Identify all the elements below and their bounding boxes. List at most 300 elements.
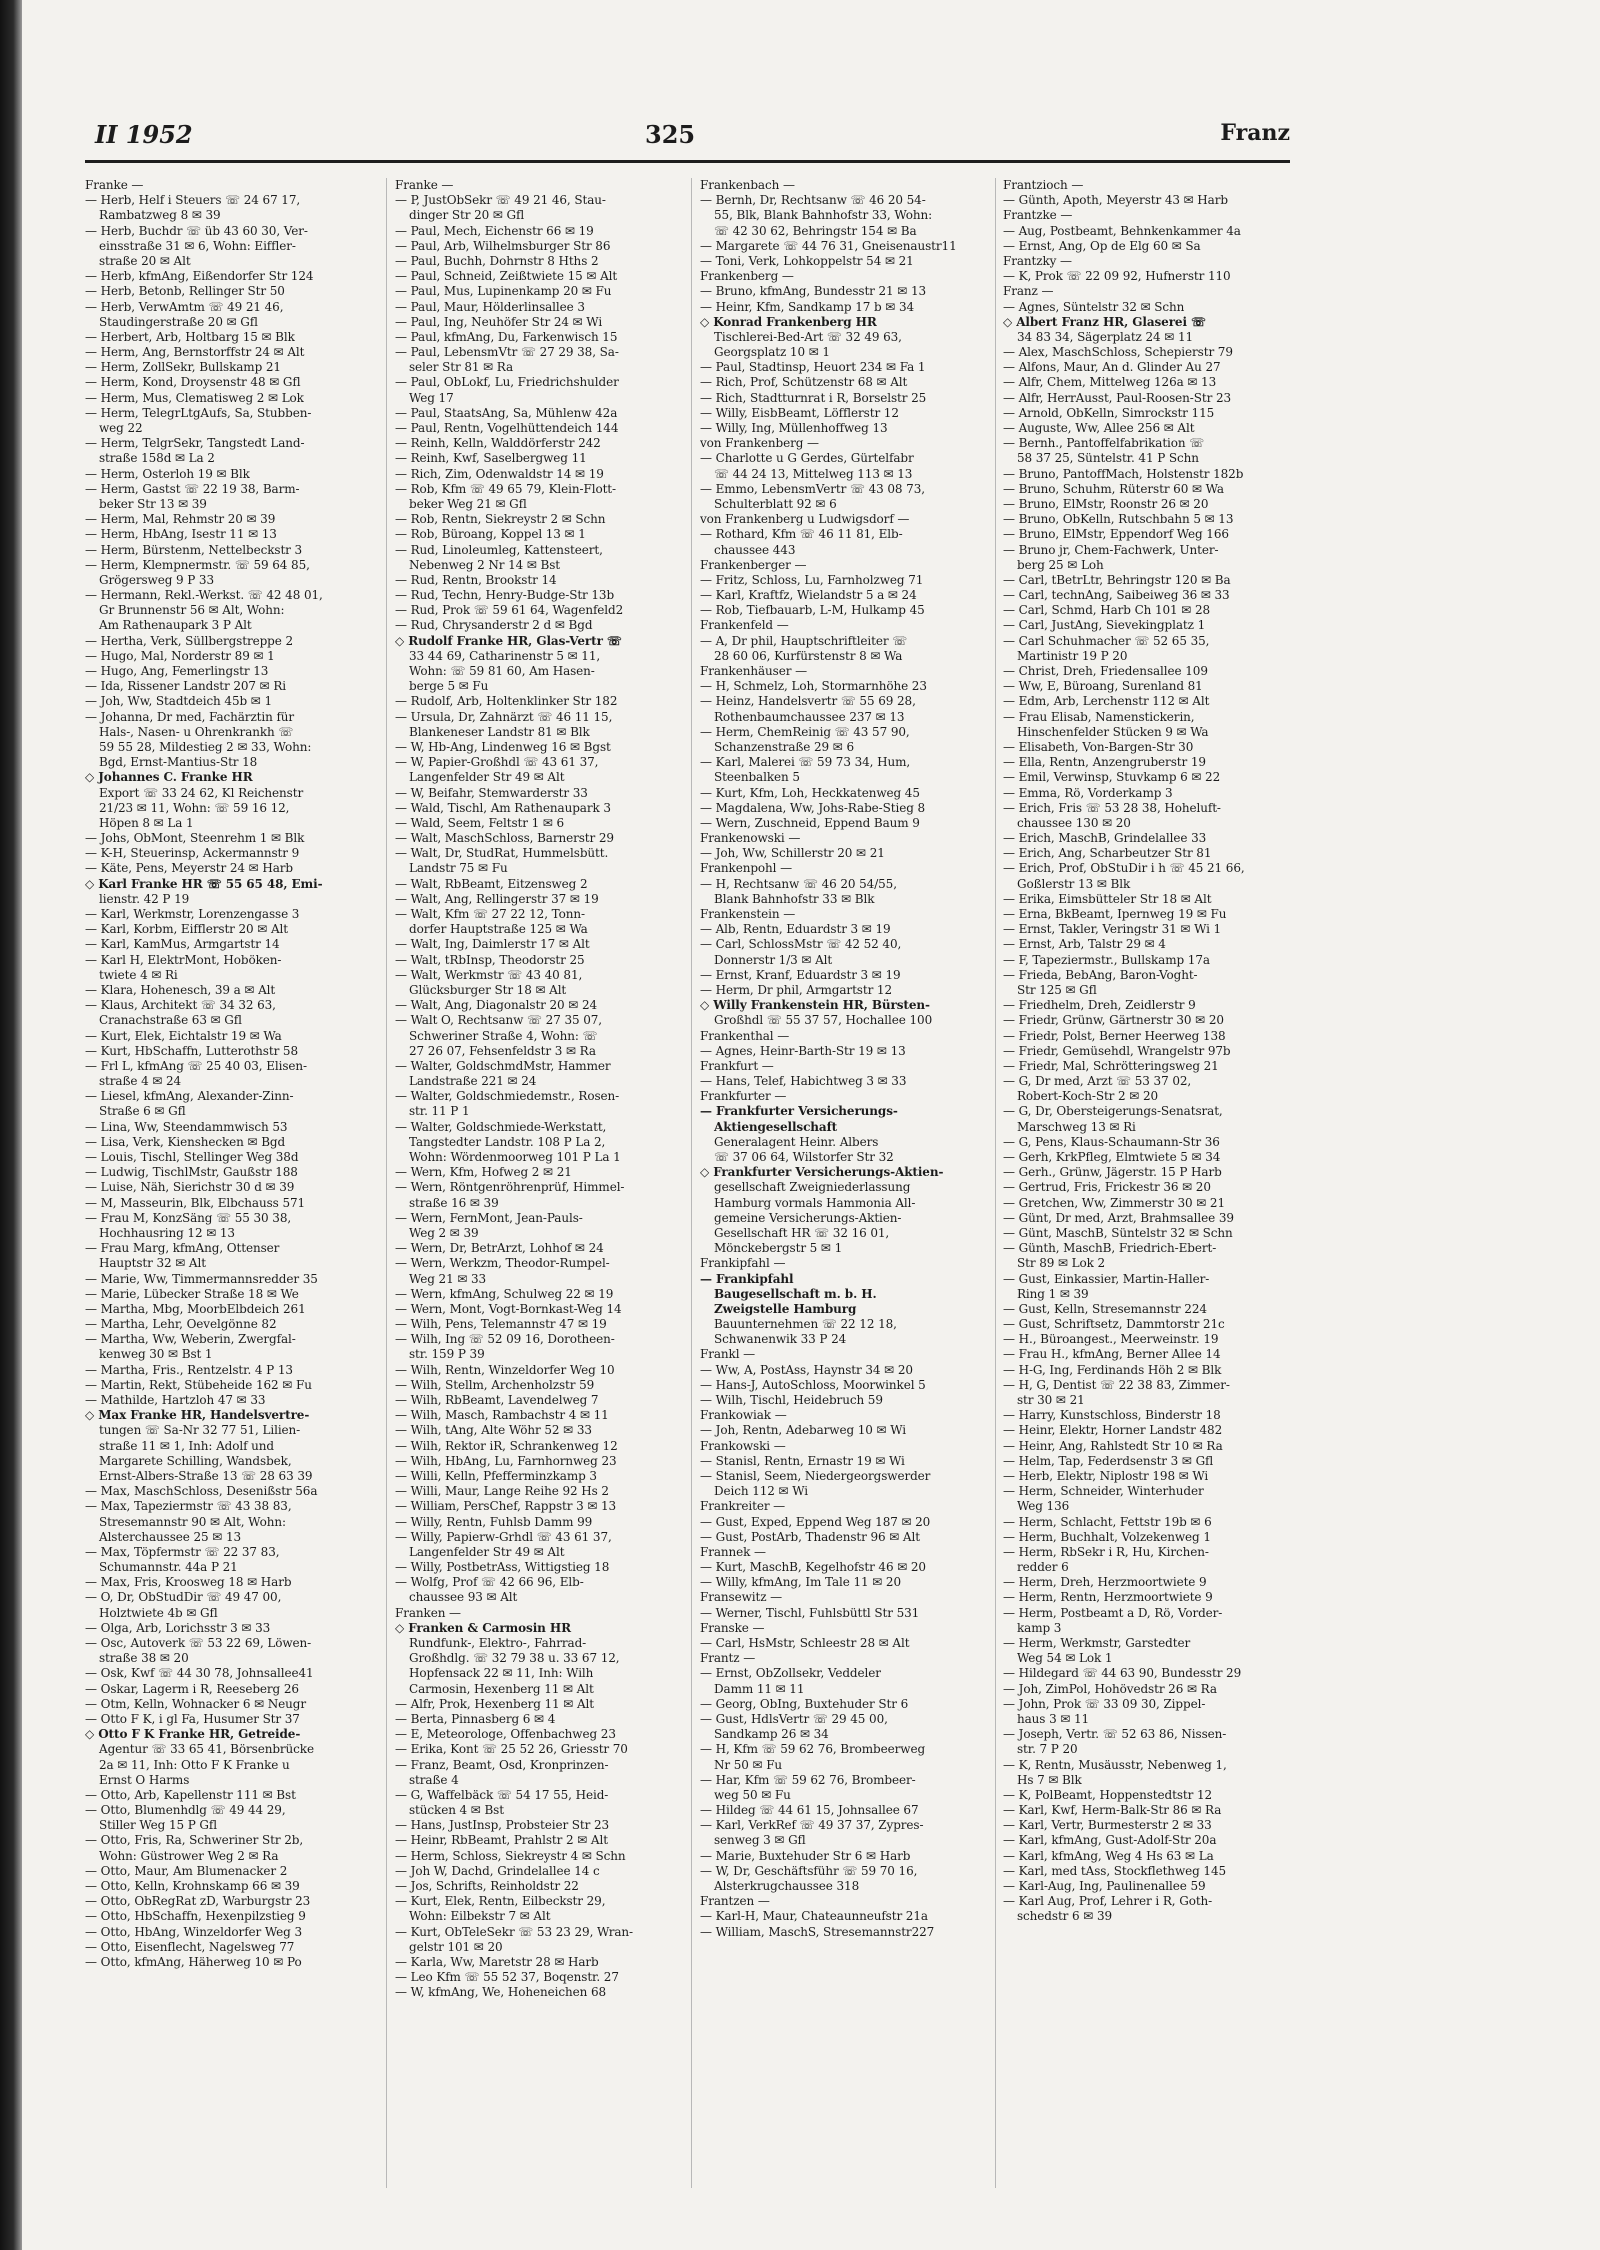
directory-entry-line: — Otto, Eisenflecht, Nagelsweg 77 <box>85 1939 295 1954</box>
directory-entry-line: — Carl, JustAng, Sievekingplatz 1 <box>1003 618 1206 633</box>
directory-entry-line: — H-G, Ing, Ferdinands Höh 2 ✉ Blk <box>1003 1362 1222 1377</box>
directory-entry-line: — Karl, Korbm, Eifflerstr 20 ✉ Alt <box>85 922 288 937</box>
directory-entry-line: beker Weg 21 ✉ Gfl <box>409 496 527 511</box>
directory-entry-line: Frankenberg — <box>700 269 794 284</box>
directory-entry-line: Goßlerstr 13 ✉ Blk <box>1017 876 1131 891</box>
column-divider <box>995 178 996 2188</box>
directory-entry-line: — Ernst, Takler, Veringstr 31 ✉ Wi 1 <box>1003 922 1222 937</box>
directory-entry-line: von Frankenberg u Ludwigsdorf — <box>700 512 910 527</box>
directory-entry-line: Frankenbach — <box>700 178 795 192</box>
directory-entry-line: Frankl — <box>700 1347 756 1362</box>
directory-entry-line: ◇ Otto F K Franke HR, Getreide- <box>85 1727 301 1742</box>
directory-entry-line: Fransewitz — <box>700 1590 783 1605</box>
directory-entry-line: — Gerh, KrkPfleg, Elmtwiete 5 ✉ 34 <box>1003 1150 1221 1164</box>
directory-entry-line: — K, Prok ☏ 22 09 92, Hufnerstr 110 <box>1003 269 1231 284</box>
directory-entry-line: — Karl, Kwf, Herm-Balk-Str 86 ✉ Ra <box>1003 1803 1222 1818</box>
directory-entry-line: — Willy, Ing, Müllenhoffweg 13 <box>700 421 888 435</box>
directory-entry-line: Frankenthal — <box>700 1028 790 1043</box>
directory-entry-line: — Karl H, ElektrMont, Hoböken- <box>85 952 282 967</box>
directory-entry-line: — Ernst, ObZollsekr, Veddeler <box>700 1666 881 1681</box>
directory-entry-line: — Paul, Mus, Lupinenkamp 20 ✉ Fu <box>395 284 612 299</box>
directory-entry-line: — Karl, Vertr, Burmesterstr 2 ✉ 33 <box>1003 1818 1212 1833</box>
directory-entry-line: — Leo Kfm ☏ 55 52 37, Boqenstr. 27 <box>395 1970 619 1985</box>
directory-entry-line: — Herm, ChemReinig ☏ 43 57 90, <box>700 724 910 739</box>
directory-entry-line: Generalagent Heinr. Albers <box>714 1134 879 1149</box>
directory-entry-line: — Berta, Pinnasberg 6 ✉ 4 <box>395 1711 556 1726</box>
directory-entry-line: chaussee 443 <box>714 542 796 557</box>
directory-entry-line: — W, Dr, Geschäftsführ ☏ 59 70 16, <box>700 1863 918 1878</box>
directory-entry-line: Weg 17 <box>409 390 454 405</box>
directory-entry-line: — Rich, Stadtturnrat i R, Borselstr 25 <box>700 390 927 405</box>
directory-entry-line: straße 4 ✉ 24 <box>99 1074 182 1089</box>
directory-entry-line: — Martha, Fris., Rentzelstr. 4 P 13 <box>85 1362 293 1377</box>
directory-entry-line: — Joh W, Dachd, Grindelallee 14 c <box>395 1863 600 1878</box>
directory-entry-line: — Martha, Lehr, Oevelgönne 82 <box>85 1317 277 1332</box>
directory-entry-line: str. 7 P 20 <box>1017 1742 1078 1757</box>
directory-entry-line: von Frankenberg — <box>700 436 819 451</box>
directory-entry-line: — Rob, Kfm ☏ 49 65 79, Klein-Flott- <box>395 481 616 496</box>
directory-entry-line: — Frau M, KonzSäng ☏ 55 30 38, <box>85 1210 292 1225</box>
directory-entry-line: — Walt, Werkmstr ☏ 43 40 81, <box>395 967 583 982</box>
directory-entry-line: — Alfons, Maur, An d. Glinder Au 27 <box>1003 360 1221 375</box>
directory-entry-line: Franke — <box>395 178 454 192</box>
directory-entry-line: senweg 3 ✉ Gfl <box>714 1833 806 1848</box>
directory-entry-line: — A, Dr phil, Hauptschriftleiter ☏ <box>700 633 908 648</box>
directory-entry-line: weg 22 <box>99 421 143 435</box>
directory-entry-line: Hopfensack 22 ✉ 11, Inh: Wilh <box>409 1666 594 1681</box>
directory-entry-line: Mönckebergstr 5 ✉ 1 <box>714 1241 843 1256</box>
directory-entry-line: — Willy, kfmAng, Im Tale 11 ✉ 20 <box>700 1575 901 1590</box>
directory-entry-line: — Ludwig, TischlMstr, Gaußstr 188 <box>85 1165 298 1180</box>
directory-entry-line: — Herm, Ang, Bernstorffstr 24 ✉ Alt <box>85 345 305 360</box>
directory-entry-line: — Karl, Malerei ☏ 59 73 34, Hum, <box>700 755 911 770</box>
directory-entry-line: — Herm, TelgrSekr, Tangstedt Land- <box>85 436 305 451</box>
directory-entry-line: — Wilh, Pens, Telemannstr 47 ✉ 19 <box>395 1317 607 1332</box>
directory-entry-line: — Frau H., kfmAng, Berner Allee 14 <box>1003 1347 1221 1362</box>
directory-entry-line: — Käte, Pens, Meyerstr 24 ✉ Harb <box>85 861 293 876</box>
directory-entry-line: Agentur ☏ 33 65 41, Börsenbrücke <box>99 1742 314 1757</box>
directory-entry-line: — Rud, Prok ☏ 59 61 64, Wagenfeld2 <box>395 603 624 618</box>
directory-entry-line: — H, G, Dentist ☏ 22 38 83, Zimmer- <box>1003 1377 1230 1392</box>
directory-entry-line: — Otto, Kelln, Krohnskamp 66 ✉ 39 <box>85 1879 300 1893</box>
column-2 <box>395 178 687 2188</box>
directory-entry-line: Frankfurter — <box>700 1089 787 1104</box>
directory-entry-line: — Karl Aug, Prof, Lehrer i R, Goth- <box>1003 1894 1213 1909</box>
directory-entry-line: — Joh, Rentn, Adebarweg 10 ✉ Wi <box>700 1423 906 1438</box>
directory-entry-line: Nebenweg 2 Nr 14 ✉ Bst <box>409 557 561 572</box>
directory-entry-line: — Carl, Schmd, Harb Ch 101 ✉ 28 <box>1003 603 1211 618</box>
directory-entry-line: — Herb, Buchdr ☏ üb 43 60 30, Ver- <box>85 223 308 238</box>
directory-entry-line: weg 50 ✉ Fu <box>714 1787 791 1802</box>
directory-entry-line: Straße 6 ✉ Gfl <box>99 1104 186 1119</box>
directory-entry-line: — Herm, TelegrLtgAufs, Sa, Stubben- <box>85 405 312 420</box>
directory-entry-line: Frantzen — <box>700 1894 770 1909</box>
directory-entry-line: Aktiengesellschaft <box>714 1119 838 1134</box>
directory-entry-line: ◇ Karl Franke HR ☏ 55 65 48, Emi- <box>85 876 323 891</box>
directory-entry-line: — Paul, Stadtinsp, Heuort 234 ✉ Fa 1 <box>700 360 926 375</box>
directory-entry-line: — Toni, Verk, Lohkoppelstr 54 ✉ 21 <box>700 253 914 268</box>
directory-entry-line: — Paul, Mech, Eichenstr 66 ✉ 19 <box>395 223 594 238</box>
directory-entry-line: — John, Prok ☏ 33 09 30, Zippel- <box>1003 1696 1206 1711</box>
directory-entry-line: Margarete Schilling, Wandsbek, <box>99 1453 292 1468</box>
directory-entry-line: einsstraße 31 ✉ 6, Wohn: Eiffler- <box>99 238 296 253</box>
directory-entry-line: Carmosin, Hexenberg 11 ✉ Alt <box>409 1681 594 1696</box>
directory-entry-line: — Herb, VerwAmtm ☏ 49 21 46, <box>85 299 284 314</box>
directory-entry-line: — Ernst, Ang, Op de Elg 60 ✉ Sa <box>1003 238 1201 253</box>
directory-entry-line: — Ursula, Dr, Zahnärzt ☏ 46 11 15, <box>395 709 613 724</box>
directory-entry-line: ☏ 44 24 13, Mittelweg 113 ✉ 13 <box>714 466 913 481</box>
directory-entry-line: — Christ, Dreh, Friedensallee 109 <box>1003 664 1208 678</box>
directory-entry-line: — Hildegard ☏ 44 63 90, Bundesstr 29 <box>1003 1666 1242 1681</box>
directory-entry-line: Landstr 75 ✉ Fu <box>409 861 508 876</box>
directory-entry-line: Baugesellschaft m. b. H. <box>714 1286 877 1301</box>
directory-entry-line: — Frl L, kfmAng ☏ 25 40 03, Elisen- <box>85 1058 307 1073</box>
directory-entry-line: — Wilh, HbAng, Lu, Farnhornweg 23 <box>395 1453 617 1468</box>
directory-entry-line: kamp 3 <box>1017 1620 1062 1635</box>
directory-entry-line: — Heinr, Ang, Rahlstedt Str 10 ✉ Ra <box>1003 1438 1223 1453</box>
column-3 <box>700 178 992 2188</box>
directory-entry-line: Großhdlg. ☏ 32 79 38 u. 33 67 12, <box>409 1651 620 1666</box>
directory-entry-line: — Herm, ZollSekr, Bullskamp 21 <box>85 360 281 375</box>
directory-entry-line: — Karla, Ww, Maretstr 28 ✉ Harb <box>395 1954 599 1969</box>
directory-entry-line: Damm 11 ✉ 11 <box>714 1681 805 1696</box>
directory-entry-line: — Luise, Näh, Sierichstr 30 d ✉ 39 <box>85 1180 295 1195</box>
directory-entry-line: — Alb, Rentn, Eduardstr 3 ✉ 19 <box>700 922 891 937</box>
directory-entry-line: — Walt, Ang, Diagonalstr 20 ✉ 24 <box>395 998 598 1013</box>
directory-entry-line: — Alfr, HerrAusst, Paul-Roosen-Str 23 <box>1003 390 1232 405</box>
directory-entry-line: Franz — <box>1003 284 1054 299</box>
directory-entry-line: 2a ✉ 11, Inh: Otto F K Franke u <box>99 1757 290 1772</box>
directory-entry-line: Gr Brunnenstr 56 ✉ Alt, Wohn: <box>99 603 285 618</box>
directory-entry-line: — Rud, Chrysanderstr 2 d ✉ Bgd <box>395 618 593 633</box>
directory-entry-line: — Wald, Tischl, Am Rathenaupark 3 <box>395 800 611 815</box>
directory-entry-line: — Otto, HbSchaffn, Hexenpilzstieg 9 <box>85 1909 306 1924</box>
directory-entry-line: 27 26 07, Fehsenfeldstr 3 ✉ Ra <box>409 1043 596 1058</box>
directory-entry-line: gelstr 101 ✉ 20 <box>409 1939 503 1954</box>
directory-entry-line: — Heinr, Elektr, Horner Landstr 482 <box>1003 1423 1223 1438</box>
directory-entry-line: Alsterkrugchaussee 318 <box>714 1879 860 1893</box>
directory-entry-line: — Herbert, Arb, Holtbarg 15 ✉ Blk <box>85 329 295 344</box>
directory-entry-line: — Friedr, Mal, Schrötteringsweg 21 <box>1003 1058 1219 1073</box>
directory-entry-line: Hs 7 ✉ Blk <box>1017 1772 1082 1787</box>
directory-entry-line: Blank Bahnhofstr 33 ✉ Blk <box>714 891 875 906</box>
directory-entry-line: Holztwiete 4b ✉ Gfl <box>99 1605 218 1620</box>
directory-entry-line: schedstr 6 ✉ 39 <box>1017 1909 1113 1924</box>
directory-entry-line: — Wern, Dr, BetrArzt, Lohhof ✉ 24 <box>395 1241 604 1256</box>
directory-entry-line: straße 16 ✉ 39 <box>409 1195 499 1210</box>
directory-entry-line: — Walter, Goldschmiede-Werkstatt, <box>395 1119 607 1134</box>
directory-entry-line: Tangstedter Landstr. 108 P La 2, <box>409 1134 606 1149</box>
page-number: 325 <box>645 120 696 149</box>
directory-entry-line: — K, PolBeamt, Hoppenstedtstr 12 <box>1003 1787 1213 1802</box>
directory-entry-line: — Frau Marg, kfmAng, Ottenser <box>85 1241 280 1256</box>
directory-entry-line: Schumannstr. 44a P 21 <box>99 1560 238 1575</box>
directory-entry-line: — W, Beifahr, Stemwarderstr 33 <box>395 785 588 800</box>
directory-entry-line: — Frau Elisab, Namenstickerin, <box>1003 709 1195 724</box>
directory-page <box>85 110 1290 2200</box>
directory-entry-line: — Gust, HdlsVertr ☏ 29 45 00, <box>700 1711 888 1726</box>
directory-entry-line: — W, kfmAng, We, Hoheneichen 68 <box>395 1985 607 2000</box>
directory-entry-line: — Herm, Rentn, Herzmoortwiete 9 <box>1003 1590 1213 1605</box>
directory-entry-line: ◇ Johannes C. Franke HR <box>85 770 253 785</box>
directory-entry-line: Deich 112 ✉ Wi <box>714 1484 808 1499</box>
directory-entry-line: — Otto, Maur, Am Blumenacker 2 <box>85 1863 288 1878</box>
directory-entry-line: — Max, Töpfermstr ☏ 22 37 83, <box>85 1544 280 1559</box>
directory-entry-line: Landstraße 221 ✉ 24 <box>409 1074 537 1089</box>
directory-entry-line: 58 37 25, Süntelstr. 41 P Schn <box>1017 451 1199 466</box>
directory-entry-line: Export ☏ 33 24 62, Kl Reichenstr <box>99 785 304 800</box>
directory-entry-line: — Arnold, ObKelln, Simrockstr 115 <box>1003 405 1215 420</box>
directory-entry-line: Staudingerstraße 20 ✉ Gfl <box>99 314 258 329</box>
directory-entry-line: — Mathilde, Hartzloh 47 ✉ 33 <box>85 1393 266 1407</box>
directory-entry-line: — Friedr, Gemüsehdl, Wrangelstr 97b <box>1003 1043 1231 1058</box>
directory-entry-line: Alsterchaussee 25 ✉ 13 <box>99 1529 242 1544</box>
directory-entry-line: — Hugo, Ang, Femerlingstr 13 <box>85 664 269 678</box>
directory-entry-line: — Hans-J, AutoSchloss, Moorwinkel 5 <box>700 1377 926 1392</box>
directory-entry-line: Zweigstelle Hamburg <box>714 1301 857 1316</box>
directory-entry-line: str. 159 P 39 <box>409 1347 485 1362</box>
directory-entry-line: dorfer Hauptstraße 125 ✉ Wa <box>409 922 588 937</box>
directory-entry-line: ◇ Rudolf Franke HR, Glas-Vertr ☏ <box>395 633 622 648</box>
directory-entry-line: Hals-, Nasen- u Ohrenkrankh ☏ <box>99 724 294 739</box>
directory-entry-line: — Herm, Schloss, Siekreystr 4 ✉ Schn <box>395 1848 626 1863</box>
directory-entry-line: Frankenstein — <box>700 907 796 921</box>
directory-entry-line: — Marie, Buxtehuder Str 6 ✉ Harb <box>700 1848 911 1863</box>
directory-entry-line: — H, Kfm ☏ 59 62 76, Brombeerweg <box>700 1742 926 1757</box>
directory-entry-line: — Herm, Dr phil, Armgartstr 12 <box>700 982 892 997</box>
directory-entry-line: Stiller Weg 15 P Gfl <box>99 1818 218 1833</box>
directory-entry-line: straße 11 ✉ 1, Inh: Adolf und <box>99 1438 274 1453</box>
directory-entry-line: — Bruno, kfmAng, Bundesstr 21 ✉ 13 <box>700 284 927 299</box>
directory-entry-line: Weg 54 ✉ Lok 1 <box>1017 1651 1113 1666</box>
directory-entry-line: — Harry, Kunstschloss, Binderstr 18 <box>1003 1408 1221 1423</box>
directory-entry-line: — Johanna, Dr med, Fachärztin für <box>85 709 295 724</box>
directory-entry-line: Weg 21 ✉ 33 <box>409 1271 487 1286</box>
header-rule <box>85 160 1290 163</box>
directory-entry-line: — Emmo, LebensmVertr ☏ 43 08 73, <box>700 481 925 496</box>
volume-year: II 1952 <box>95 120 193 149</box>
directory-entry-line: kenweg 30 ✉ Bst 1 <box>99 1347 213 1362</box>
directory-entry-line: — Herm, Kond, Droysenstr 48 ✉ Gfl <box>85 375 301 390</box>
directory-entry-line: ◇ Franken & Carmosin HR <box>395 1620 571 1635</box>
directory-entry-line: — Otto, ObRegRat zD, Warburgstr 23 <box>85 1894 311 1909</box>
directory-entry-line: Glücksburger Str 18 ✉ Alt <box>409 982 567 997</box>
directory-entry-line: — Rothard, Kfm ☏ 46 11 81, Elb- <box>700 527 903 542</box>
directory-entry-line: chaussee 130 ✉ 20 <box>1017 815 1131 830</box>
column-4 <box>1003 178 1295 2188</box>
directory-entry-line: Frantzke — <box>1003 208 1073 223</box>
directory-entry-line: straße 20 ✉ Alt <box>99 253 191 268</box>
directory-entry-line: — Joh, Ww, Stadtdeich 45b ✉ 1 <box>85 694 272 709</box>
directory-entry-line: — Paul, Rentn, Vogelhüttendeich 144 <box>395 421 619 435</box>
directory-entry-line: — K, Rentn, Musäusstr, Nebenweg 1, <box>1003 1757 1227 1772</box>
directory-entry-line: dinger Str 20 ✉ Gfl <box>409 208 525 223</box>
directory-entry-line: — Margarete ☏ 44 76 31, Gneisenaustr11 <box>700 238 957 253</box>
directory-entry-line: — Gerh., Grünw, Jägerstr. 15 P Harb <box>1003 1165 1222 1180</box>
directory-entry-line: — H, Schmelz, Loh, Stormarnhöhe 23 <box>700 679 927 694</box>
directory-entry-line: — Otto, kfmAng, Häherweg 10 ✉ Po <box>85 1954 302 1969</box>
directory-entry-line: Rundfunk-, Elektro-, Fahrrad- <box>409 1636 587 1650</box>
directory-entry-line: Wohn: Eilbekstr 7 ✉ Alt <box>409 1909 551 1924</box>
directory-entry-line: — Helm, Tap, Federdsenstr 3 ✉ Gfl <box>1003 1453 1214 1468</box>
directory-entry-line: ☏ 42 30 62, Behringstr 154 ✉ Ba <box>714 223 917 238</box>
directory-entry-line: Weg 2 ✉ 39 <box>409 1225 479 1240</box>
directory-entry-line: — Johs, ObMont, Steenrehm 1 ✉ Blk <box>85 831 305 846</box>
directory-entry-line: — Max, Fris, Kroosweg 18 ✉ Harb <box>85 1575 292 1590</box>
directory-entry-line: Langenfelder Str 49 ✉ Alt <box>409 1544 565 1559</box>
directory-entry-line: — Wern, Werkzm, Theodor-Rumpel- <box>395 1256 610 1271</box>
directory-entry-line: — Ida, Rissener Landstr 207 ✉ Ri <box>85 679 287 694</box>
directory-entry-line: — Herm, Werkmstr, Garstedter <box>1003 1636 1191 1650</box>
directory-entry-line: Str 125 ✉ Gfl <box>1017 982 1097 997</box>
directory-entry-line: berge 5 ✉ Fu <box>409 679 489 694</box>
directory-entry-line: — W, Hb-Ang, Lindenweg 16 ✉ Bgst <box>395 739 611 754</box>
directory-entry-line: — Reinh, Kwf, Saselbergweg 11 <box>395 451 587 466</box>
directory-entry-line: 33 44 69, Catharinenstr 5 ✉ 11, <box>409 648 601 663</box>
directory-entry-line: — Rich, Prof, Schützenstr 68 ✉ Alt <box>700 375 908 390</box>
directory-entry-line: — Agnes, Süntelstr 32 ✉ Schn <box>1003 299 1185 314</box>
directory-entry-line: — Wern, FernMont, Jean-Pauls- <box>395 1210 583 1225</box>
directory-entry-line: — Wern, Kfm, Hofweg 2 ✉ 21 <box>395 1165 572 1180</box>
directory-entry-line: — Bruno, ObKelln, Rutschbahn 5 ✉ 13 <box>1003 512 1234 527</box>
directory-entry-line: — Erna, BkBeamt, Ipernweg 19 ✉ Fu <box>1003 907 1227 921</box>
directory-entry-line: Marschweg 13 ✉ Ri <box>1017 1119 1136 1134</box>
directory-entry-line: — Wilh, Rentn, Winzeldorfer Weg 10 <box>395 1362 615 1377</box>
directory-entry-line: Bgd, Ernst-Mantius-Str 18 <box>99 755 258 770</box>
directory-entry-line: Wohn: Güstrower Weg 2 ✉ Ra <box>99 1848 279 1863</box>
directory-entry-line: — Herm, Gastst ☏ 22 19 38, Barm- <box>85 481 300 496</box>
directory-entry-line: 21/23 ✉ 11, Wohn: ☏ 59 16 12, <box>99 800 290 815</box>
directory-entry-line: — Marie, Ww, Timmermannsredder 35 <box>85 1271 318 1286</box>
directory-columns <box>85 178 1290 2188</box>
directory-entry-line: Großhdl ☏ 55 37 57, Hochallee 100 <box>714 1013 933 1028</box>
directory-entry-line: — F, Tapeziermstr., Bullskamp 17a <box>1003 952 1210 967</box>
directory-entry-line: — Rud, Linoleumleg, Kattensteert, <box>395 542 603 557</box>
directory-entry-line: — Wern, kfmAng, Schulweg 22 ✉ 19 <box>395 1286 614 1301</box>
directory-entry-line: — Willy, Papierw-Grhdl ☏ 43 61 37, <box>395 1529 612 1544</box>
directory-entry-line: — Hermann, Rekl.-Werkst. ☏ 42 48 01, <box>85 588 323 603</box>
directory-entry-line: Frankowiak — <box>700 1408 787 1423</box>
directory-entry-line: ☏ 37 06 64, Wilstorfer Str 32 <box>714 1150 894 1164</box>
directory-entry-line: — Kurt, Elek, Eichtalstr 19 ✉ Wa <box>85 1028 282 1043</box>
directory-entry-line: — Martin, Rekt, Stübeheide 162 ✉ Fu <box>85 1377 312 1392</box>
directory-entry-line: — William, MaschS, Stresemannstr227 <box>700 1924 935 1939</box>
directory-entry-line: — Fritz, Schloss, Lu, Farnholzweg 71 <box>700 572 924 587</box>
directory-entry-line: — Erika, Kont ☏ 25 52 26, Griesstr 70 <box>395 1742 628 1757</box>
directory-entry-line: Hauptstr 32 ✉ Alt <box>99 1256 206 1271</box>
directory-entry-line: Höpen 8 ✉ La 1 <box>99 815 194 830</box>
directory-entry-line: — Gertrud, Fris, Frickestr 36 ✉ 20 <box>1003 1180 1211 1195</box>
directory-entry-line: — Kurt, Kfm, Loh, Heckkatenweg 45 <box>700 785 920 800</box>
directory-entry-line: Schanzenstraße 29 ✉ 6 <box>714 739 854 754</box>
directory-entry-line: Frankenpohl — <box>700 861 793 876</box>
directory-entry-line: — Herm, Postbeamt a D, Rö, Vorder- <box>1003 1605 1223 1620</box>
directory-entry-line: — Ww, A, PostAss, Haynstr 34 ✉ 20 <box>700 1362 913 1377</box>
directory-entry-line: — Walt, Kfm ☏ 27 22 12, Tonn- <box>395 907 585 921</box>
directory-entry-line: — Louis, Tischl, Stellinger Weg 38d <box>85 1150 299 1164</box>
directory-entry-line: — Wilh, Rektor iR, Schrankenweg 12 <box>395 1438 618 1453</box>
directory-entry-line: — Otto F K, i gl Fa, Husumer Str 37 <box>85 1711 300 1726</box>
directory-entry-line: — Karl, KamMus, Armgartstr 14 <box>85 937 280 952</box>
directory-entry-line: — Joh, ZimPol, Hohövedstr 26 ✉ Ra <box>1003 1681 1217 1696</box>
directory-entry-line: — Gust, Einkassier, Martin-Haller- <box>1003 1271 1210 1286</box>
directory-entry-line: — Friedr, Grünw, Gärtnerstr 30 ✉ 20 <box>1003 1013 1224 1028</box>
directory-entry-line: — O, Dr, ObStudDir ☏ 49 47 00, <box>85 1590 282 1605</box>
directory-entry-line: — Alfr, Prok, Hexenberg 11 ✉ Alt <box>395 1696 595 1711</box>
directory-entry-line: str. 11 P 1 <box>409 1104 470 1119</box>
directory-entry-line: Wohn: ☏ 59 81 60, Am Hasen- <box>409 664 595 678</box>
directory-entry-line: — Walter, GoldschmdMstr, Hammer <box>395 1058 611 1073</box>
directory-entry-line: — Wilh, Masch, Rambachstr 4 ✉ 11 <box>395 1408 609 1423</box>
directory-entry-line: Rothenbaumchaussee 237 ✉ 13 <box>714 709 905 724</box>
directory-entry-line: straße 4 <box>409 1772 459 1787</box>
directory-entry-line: — Karl, med tAss, Stockflethweg 145 <box>1003 1863 1227 1878</box>
directory-entry-line: — Auguste, Ww, Allee 256 ✉ Alt <box>1003 421 1195 435</box>
directory-entry-line: — Otto, Blumenhdlg ☏ 49 44 29, <box>85 1803 286 1818</box>
directory-entry-line: — Herm, Klempnermstr. ☏ 59 64 85, <box>85 557 310 572</box>
directory-entry-line: — Frankipfahl <box>700 1271 794 1286</box>
directory-entry-line: — Joseph, Vertr. ☏ 52 63 86, Nissen- <box>1003 1727 1227 1742</box>
directory-entry-line: — G, Waffelbäck ☏ 54 17 55, Heid- <box>395 1787 609 1802</box>
directory-entry-line: — Hans, JustInsp, Probsteier Str 23 <box>395 1818 610 1833</box>
directory-entry-line: haus 3 ✉ 11 <box>1017 1711 1090 1726</box>
directory-entry-line: redder 6 <box>1017 1560 1069 1575</box>
directory-entry-line: — Osk, Kwf ☏ 44 30 78, Johnsallee41 <box>85 1666 314 1681</box>
directory-entry-line: — Paul, Ing, Neuhöfer Str 24 ✉ Wi <box>395 314 603 329</box>
directory-entry-line: — Paul, ObLokf, Lu, Friedrichshulder <box>395 375 619 390</box>
directory-entry-line: — Magdalena, Ww, Johs-Rabe-Stieg 8 <box>700 800 926 815</box>
directory-entry-line: — Paul, kfmAng, Du, Farkenwisch 15 <box>395 329 618 344</box>
directory-entry-line: — Heinr, RbBeamt, Prahlstr 2 ✉ Alt <box>395 1833 608 1848</box>
directory-entry-line: — Wilh, Stellm, Archenholzstr 59 <box>395 1377 595 1392</box>
directory-entry-line: twiete 4 ✉ Ri <box>99 967 178 982</box>
directory-entry-line: — Bruno, ElMstr, Eppendorf Weg 166 <box>1003 527 1229 542</box>
directory-entry-line: — Bruno jr, Chem-Fachwerk, Unter- <box>1003 542 1219 557</box>
directory-entry-line: — Carl, SchlossMstr ☏ 42 52 40, <box>700 937 902 952</box>
directory-entry-line: gemeine Versicherungs-Aktien- <box>714 1210 902 1225</box>
directory-entry-line: — Olga, Arb, Lorichsstr 3 ✉ 33 <box>85 1620 271 1635</box>
directory-entry-line: Str 89 ✉ Lok 2 <box>1017 1256 1106 1271</box>
directory-entry-line: — Rud, Rentn, Brookstr 14 <box>395 572 557 587</box>
directory-entry-line: — Erich, Ang, Scharbeutzer Str 81 <box>1003 846 1212 861</box>
directory-entry-line: Bauunternehmen ☏ 22 12 18, <box>714 1317 897 1332</box>
directory-entry-line: ◇ Albert Franz HR, Glaserei ☏ <box>1003 314 1206 329</box>
directory-entry-line: — H, Rechtsanw ☏ 46 20 54/55, <box>700 876 897 891</box>
directory-entry-line: — Bernh, Dr, Rechtsanw ☏ 46 20 54- <box>700 193 926 208</box>
directory-entry-line: Frankowski — <box>700 1438 786 1453</box>
directory-entry-line: — Bernh., Pantoffelfabrikation ☏ <box>1003 436 1205 451</box>
directory-entry-line: — Charlotte u G Gerdes, Gürtelfabr <box>700 451 914 466</box>
directory-entry-line: — Joh, Ww, Schillerstr 20 ✉ 21 <box>700 846 885 861</box>
directory-entry-line: Ernst O Harms <box>99 1772 190 1787</box>
directory-entry-line: — Lina, Ww, Steendammwisch 53 <box>85 1119 288 1134</box>
directory-entry-line: — G, Dr med, Arzt ☏ 53 37 02, <box>1003 1074 1192 1089</box>
directory-entry-line: gesellschaft Zweigniederlassung <box>714 1180 911 1195</box>
directory-entry-line: Wohn: Wördenmoorweg 101 P La 1 <box>409 1150 621 1164</box>
directory-entry-line: — Klaus, Architekt ☏ 34 32 63, <box>85 998 276 1013</box>
directory-entry-line: — G, Dr, Obersteigerungs-Senatsrat, <box>1003 1104 1223 1119</box>
directory-entry-line: — Frieda, BebAng, Baron-Voght- <box>1003 967 1198 982</box>
directory-entry-line: — Frankfurter Versicherungs- <box>700 1104 898 1119</box>
directory-entry-line: — Herm, RbSekr i R, Hu, Kirchen- <box>1003 1544 1209 1559</box>
directory-entry-line: lienstr. 42 P 19 <box>99 891 190 906</box>
directory-entry-line: — Erich, Fris ☏ 53 28 38, Hoheluft- <box>1003 800 1221 815</box>
directory-entry-line: Georgsplatz 10 ✉ 1 <box>714 345 830 360</box>
directory-entry-line: — Alfr, Chem, Mittelweg 126a ✉ 13 <box>1003 375 1217 390</box>
directory-entry-line: — Wald, Seem, Feltstr 1 ✉ 6 <box>395 815 565 830</box>
directory-entry-line: — Willy, EisbBeamt, Löfflerstr 12 <box>700 405 899 420</box>
directory-entry-line: — Stanisl, Seem, Niedergeorgswerder <box>700 1468 931 1483</box>
